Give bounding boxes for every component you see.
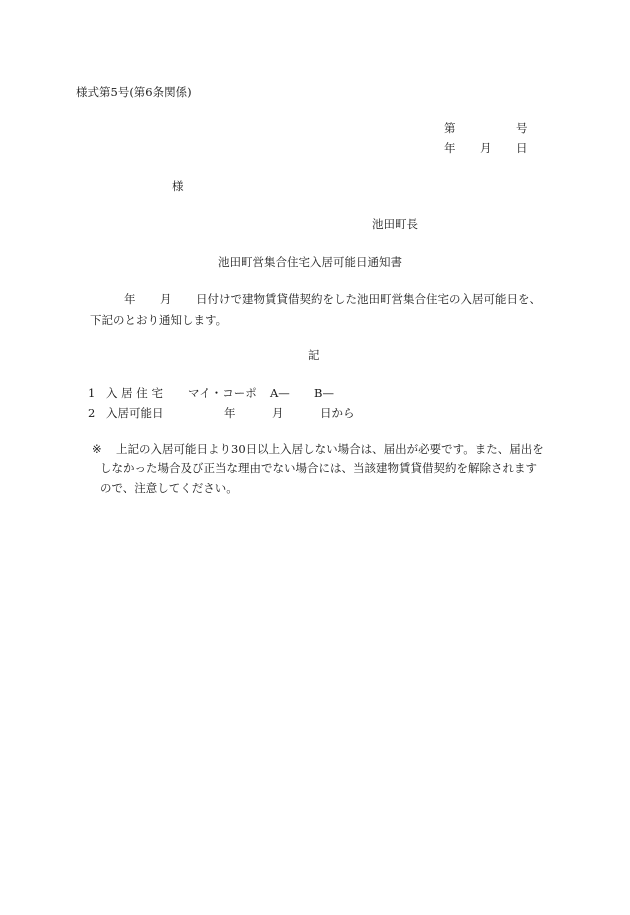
item-unit-a: A— xyxy=(270,386,290,400)
item-number: 1 xyxy=(88,386,96,400)
item-label: 入 居 住 宅 xyxy=(106,386,163,400)
issuer: 池田町長 xyxy=(372,217,418,231)
body-text-1: 日付けで建物賃貸借契約をした池田町営集合住宅の入居可能日を、 xyxy=(196,292,541,306)
item-building-name: マイ・コーポ xyxy=(188,386,257,400)
date-day: 日 xyxy=(516,141,528,155)
body-line-2: 下記のとおり通知します。 xyxy=(90,313,228,327)
body-line-1 xyxy=(124,292,541,307)
addressee-suffix: 様 xyxy=(172,179,184,193)
body-month: 月 xyxy=(160,292,172,306)
note-line-1: 上記の入居可能日より30日以上入居しない場合は、届出が必要です。また、届出を xyxy=(116,442,544,456)
item-date-month: 月 xyxy=(272,406,284,420)
document-title: 池田町営集合住宅入居可能日通知書 xyxy=(218,255,402,269)
note-mark: ※ xyxy=(92,442,102,456)
form-number: 様式第5号(第6条関係) xyxy=(76,85,192,99)
item-unit-b: B— xyxy=(314,386,334,400)
doc-number-prefix: 第 xyxy=(444,121,456,135)
item-date-year: 年 xyxy=(224,406,236,420)
note-line-3: ので、注意してください。 xyxy=(100,481,238,495)
item-label: 入居可能日 xyxy=(106,406,164,420)
date-month: 月 xyxy=(480,141,492,155)
item-number: 2 xyxy=(88,406,96,420)
ki-heading: 記 xyxy=(308,348,320,362)
body-year: 年 xyxy=(124,292,136,306)
item-date-day: 日から xyxy=(320,406,355,420)
note-line-2: しなかった場合及び正当な理由でない場合には、当該建物賃貸借契約を解除されます xyxy=(100,461,537,475)
date-year: 年 xyxy=(444,141,456,155)
doc-number-suffix: 号 xyxy=(516,121,528,135)
